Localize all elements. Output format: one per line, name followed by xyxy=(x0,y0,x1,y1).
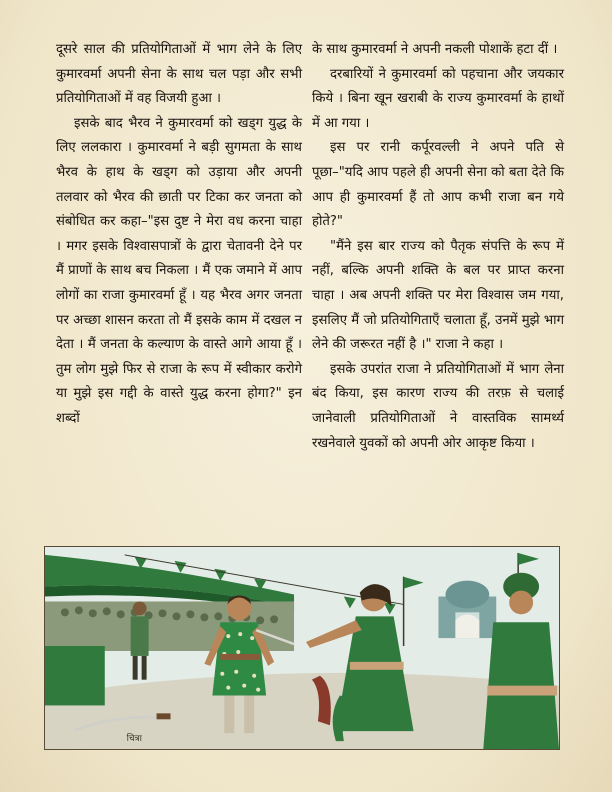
story-illustration xyxy=(44,546,560,750)
palace xyxy=(438,581,496,638)
right-paragraph-1: के साथ कुमारवर्मा ने अपनी नकली पोशाकें हटा दीं । xyxy=(312,42,558,57)
right-paragraph-5: इसके उपरांत राजा ने प्रतियोगिताओं में भाग लेना बंद किया, इस कारण राज्य की तरफ़ से चलाई जानेवाली प्रतियोगिताओं ने वास्तविक सामर्थ्य रखनेवाले युवकों को अपनी ओर आकृष्ट किया । xyxy=(312,361,564,451)
right-text-column xyxy=(312,38,564,456)
left-paragraph-2: इसके बाद भैरव ने कुमारवर्मा को खड्ग युद्ध के लिए ललकारा । कुमारवर्मा ने बड़ी सुगमता के साथ भैरव के हाथ के खड्ग को उड़ाया और अपनी तलवार को भैरव की छाती पर टिका कर जनता को संबोधित कर कहा–"इस दुष्ट ने मेरा वध करना चाहा । मगर इसके विश्वासपात्रों के द्वारा चेतावनी देने पर मैं प्राणों के साथ बच निकला । मैं एक जमाने में आप लोगों का राजा कुमारवर्मा हूँ । यह भैरव अगर जनता पर अच्छा शासन करता तो मैं इसके काम में दखल न देता । मैं जनता के कल्याण के वास्ते आगे आया हूँ । तुम लोग मुझे फिर से राजा के रूप में स्वीकार करोगे या मुझे इस गद्दी के वास्ते युद्ध करना होगा?" इन शब्दों xyxy=(56,115,302,426)
illustration-scene xyxy=(45,547,559,749)
right-paragraph-3: इस पर रानी कर्पूरवल्ली ने अपने पति से पूछा–"यदि आप पहले ही अपनी सेना को बता देते कि आप ही कुमारवर्मा हैं तो आप कभी राजा बन गये होते?" xyxy=(312,140,564,230)
right-paragraph-4: "मैंने इस बार राज्य को पैतृक संपत्ति के रूप में नहीं, बल्कि अपनी शक्ति के बल पर प्राप्त करना चाहा । अब अपनी शक्ति पर मेरा विश्वास जम गया, इसलिए मैं जो प्रतियोगिताएँ चलाता हूँ, उनमें मुझे भाग लेने की जरूरत नहीं है ।" राजा ने कहा । xyxy=(312,238,564,353)
artist-signature: चित्रा xyxy=(126,734,142,745)
left-text-column xyxy=(56,38,302,432)
right-paragraph-2: दरबारियों ने कुमारवर्मा को पहचाना और जयकार किये । बिना खून खराबी के राज्य कुमारवर्मा के हाथों में आ गया । xyxy=(312,66,564,131)
green-stand xyxy=(45,646,105,705)
left-paragraph-1: दूसरे साल की प्रतियोगिताओं में भाग लेने के लिए कुमारवर्मा अपनी सेना के साथ चल पड़ा और सभी प्रतियोगिताओं में वह विजयी हुआ । xyxy=(56,42,302,107)
